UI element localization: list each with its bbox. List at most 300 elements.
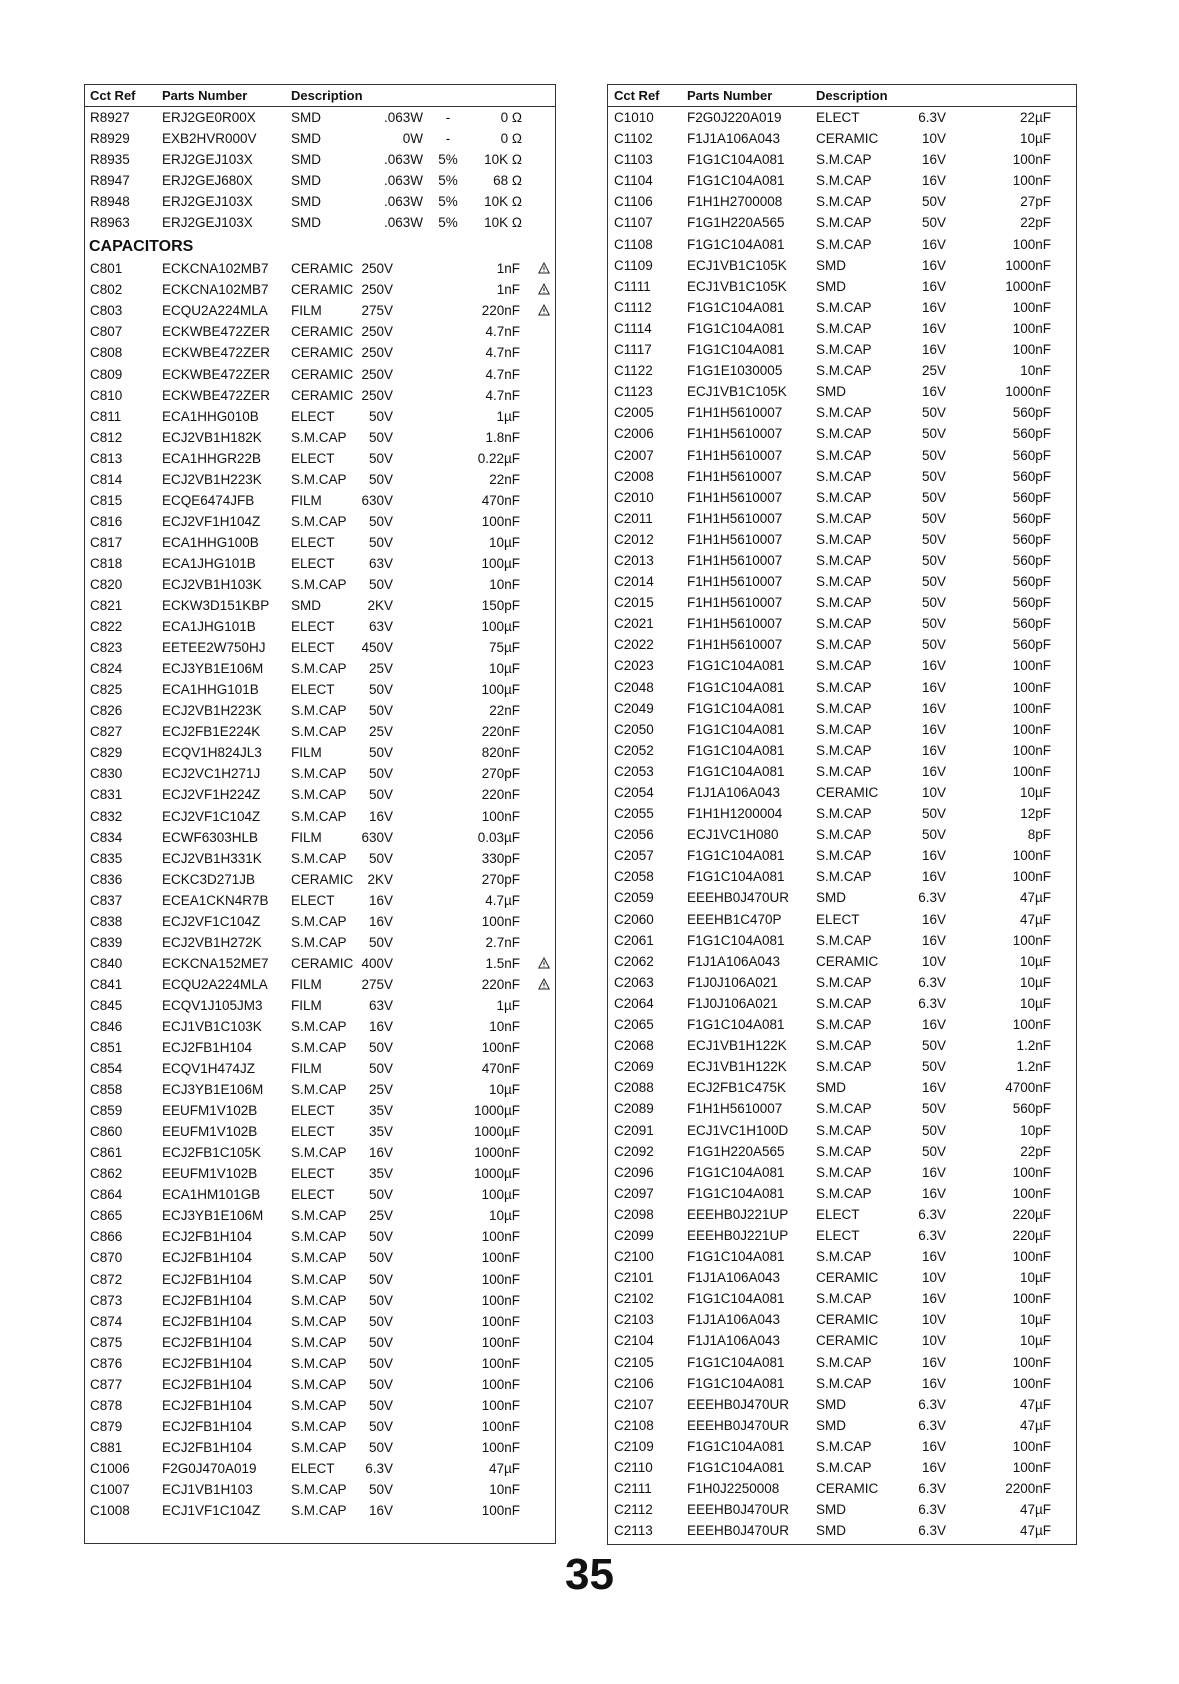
value: 100nF <box>1012 236 1051 252</box>
description: SMD <box>291 131 321 147</box>
safety-warning-icon <box>538 957 550 969</box>
parts-number: F1G1C104A081 <box>687 1291 785 1307</box>
value: 47µF <box>1019 1396 1051 1412</box>
table-row <box>85 1374 555 1395</box>
cct-ref: C2102 <box>614 1291 654 1307</box>
description: S.M.CAP <box>291 661 347 677</box>
table-row <box>608 1077 1076 1098</box>
description: CERAMIC <box>816 131 879 147</box>
value: 4.7nF <box>485 345 520 361</box>
rating: 16V <box>921 342 946 358</box>
value: 10µF <box>1019 974 1051 990</box>
parts-number: F1H1H5610007 <box>687 531 783 547</box>
description: S.M.CAP <box>291 934 347 950</box>
value: 560pF <box>1012 616 1051 632</box>
description: S.M.CAP <box>816 1375 872 1391</box>
description: ELECT <box>291 892 335 908</box>
parts-number: EETEE2W750HJ <box>162 640 266 656</box>
table-row <box>608 149 1076 170</box>
rating: 50V <box>921 574 946 590</box>
description: FILM <box>291 829 322 845</box>
value: 0.03µF <box>477 829 520 845</box>
table-row <box>85 469 555 490</box>
description: S.M.CAP <box>291 1439 347 1455</box>
rating: 50V <box>368 703 393 719</box>
parts-number: EEEHB0J470UR <box>687 890 790 906</box>
rating: 50V <box>368 1187 393 1203</box>
cct-ref: C840 <box>90 955 123 971</box>
table-row <box>608 803 1076 824</box>
value: 4.7nF <box>485 387 520 403</box>
parts-number: ECJ2VB1H272K <box>162 934 262 950</box>
description: S.M.CAP <box>816 637 872 653</box>
rating: 16V <box>368 1503 393 1519</box>
parts-number: EEEHB0J470UR <box>687 1417 790 1433</box>
description: ELECT <box>291 1103 335 1119</box>
table-row <box>608 1373 1076 1394</box>
description: ELECT <box>291 555 335 571</box>
cct-ref: C2100 <box>614 1249 654 1265</box>
table-row <box>608 887 1076 908</box>
cct-ref: C809 <box>90 366 123 382</box>
description: S.M.CAP <box>291 1397 347 1413</box>
table-row <box>608 529 1076 550</box>
safety-warning-icon <box>538 262 550 274</box>
table-row <box>608 951 1076 972</box>
cct-ref: C2023 <box>614 658 654 674</box>
table-row <box>608 1225 1076 1246</box>
rating: 16V <box>921 763 946 779</box>
description: S.M.CAP <box>291 703 347 719</box>
value: 1000nF <box>1005 384 1051 400</box>
parts-number: ECKCNA102MB7 <box>162 261 269 277</box>
cct-ref: C2099 <box>614 1227 654 1243</box>
table-row <box>85 321 555 342</box>
value: 100nF <box>481 808 520 824</box>
parts-number: ECJ2VF1H104Z <box>162 513 261 529</box>
rating: 400V <box>361 955 393 971</box>
tolerance: 5% <box>438 152 458 168</box>
value: 100nF <box>481 1229 520 1245</box>
value: 560pF <box>1012 637 1051 653</box>
parts-number: ECA1HHG101B <box>162 682 259 698</box>
cct-ref: C2109 <box>614 1438 654 1454</box>
rating: 250V <box>361 345 393 361</box>
description: S.M.CAP <box>291 1376 347 1392</box>
parts-number: F1G1H220A565 <box>687 215 785 231</box>
rating: 50V <box>368 787 393 803</box>
cct-ref: C2104 <box>614 1333 654 1349</box>
cct-ref: R8935 <box>90 152 130 168</box>
description: S.M.CAP <box>816 173 872 189</box>
cct-ref: C2097 <box>614 1185 654 1201</box>
parts-number: EEEHB0J470UR <box>687 1396 790 1412</box>
parts-number: ECJ1VB1H103 <box>162 1482 253 1497</box>
rating: 10V <box>921 1270 946 1286</box>
rating: 35V <box>368 1124 393 1140</box>
header-parts-number: Parts Number <box>687 88 773 103</box>
value: 220nF <box>481 303 520 319</box>
value: 0 Ω <box>500 110 522 125</box>
rating: 16V <box>368 892 393 908</box>
rating: 50V <box>921 552 946 568</box>
table-row <box>608 191 1076 212</box>
rating: 16V <box>921 320 946 336</box>
description: S.M.CAP <box>291 850 347 866</box>
cct-ref: C824 <box>90 661 123 677</box>
table-row <box>85 300 555 321</box>
table-row <box>85 574 555 595</box>
rating: 10V <box>921 131 946 147</box>
value: 560pF <box>1012 468 1051 484</box>
parts-number: EEUFM1V102B <box>162 1103 258 1119</box>
rating: 250V <box>361 282 393 298</box>
parts-number: F1G1C104A081 <box>687 721 785 737</box>
cct-ref: C845 <box>90 997 123 1013</box>
description: S.M.CAP <box>291 724 347 740</box>
description: S.M.CAP <box>816 1059 872 1075</box>
cct-ref: C826 <box>90 703 123 719</box>
description: S.M.CAP <box>816 1185 872 1201</box>
rating: 16V <box>921 658 946 674</box>
value: 470nF <box>481 1061 520 1077</box>
description: S.M.CAP <box>816 236 872 252</box>
table-row <box>608 1098 1076 1119</box>
parts-number: F1G1C104A081 <box>687 700 785 716</box>
parts-number: ECJ1VB1H122K <box>687 1038 787 1054</box>
parts-number: ECJ1VB1C103K <box>162 1018 262 1034</box>
cct-ref: C2015 <box>614 595 654 611</box>
description: SMD <box>291 215 321 231</box>
cct-ref: C2089 <box>614 1101 654 1117</box>
value: 220µF <box>1012 1227 1051 1243</box>
cct-ref: C820 <box>90 576 123 592</box>
safety-warning-icon <box>538 304 550 316</box>
rating: 16V <box>921 1185 946 1201</box>
value: 100nF <box>481 1439 520 1455</box>
cct-ref: C870 <box>90 1250 123 1266</box>
cct-ref: C838 <box>90 913 123 929</box>
rating: 50V <box>921 1038 946 1054</box>
parts-number: ECJ2FB1E224K <box>162 724 261 740</box>
cct-ref: C823 <box>90 640 123 656</box>
cct-ref: R8927 <box>90 110 130 125</box>
rating: 630V <box>361 829 393 845</box>
parts-number: ECJ2FB1H104 <box>162 1271 253 1287</box>
left-parts-table <box>84 84 556 1544</box>
value: 100nF <box>1012 658 1051 674</box>
right-parts-table <box>607 84 1077 1545</box>
cct-ref: R8929 <box>90 131 130 147</box>
rating: 6.3V <box>918 1502 946 1518</box>
table-row <box>608 487 1076 508</box>
parts-number: ECQV1J105JM3 <box>162 997 263 1013</box>
rating: 50V <box>921 510 946 526</box>
cct-ref: C2091 <box>614 1122 654 1138</box>
description: S.M.CAP <box>816 447 872 463</box>
table-row <box>85 1079 555 1100</box>
rating: 16V <box>921 742 946 758</box>
value: 1000nF <box>474 1145 520 1161</box>
cct-ref: C878 <box>90 1397 123 1413</box>
parts-number: F1G1C104A081 <box>687 1375 785 1391</box>
rating: 16V <box>921 1375 946 1391</box>
description: S.M.CAP <box>816 342 872 358</box>
cct-ref: C2088 <box>614 1080 654 1096</box>
table-row <box>85 742 555 763</box>
header-cct-ref: Cct Ref <box>614 88 660 103</box>
value: 100nF <box>1012 742 1051 758</box>
parts-number: F1G1C104A081 <box>687 1249 785 1265</box>
table-row <box>85 827 555 848</box>
value: 4.7nF <box>485 324 520 340</box>
value: 100nF <box>481 1292 520 1308</box>
table-row <box>608 782 1076 803</box>
value: 10µF <box>488 534 520 550</box>
description: S.M.CAP <box>291 766 347 782</box>
value: 47µF <box>1019 1417 1051 1433</box>
cct-ref: C1109 <box>614 257 653 273</box>
rating: 50V <box>368 1061 393 1077</box>
description: S.M.CAP <box>816 700 872 716</box>
rating: 50V <box>368 1418 393 1434</box>
cct-ref: C2010 <box>614 489 654 505</box>
description: ELECT <box>291 534 335 550</box>
safety-warning-icon <box>538 978 550 990</box>
value: 10nF <box>489 1482 520 1497</box>
rating: 50V <box>368 408 393 424</box>
rating: 50V <box>921 426 946 442</box>
value: 10µF <box>1019 1270 1051 1286</box>
tolerance: 5% <box>438 173 458 189</box>
table-row <box>85 995 555 1016</box>
cct-ref: C846 <box>90 1018 123 1034</box>
description: CERAMIC <box>291 955 354 971</box>
table-row <box>85 448 555 469</box>
value: 10nF <box>489 1018 520 1034</box>
rating: 50V <box>368 1229 393 1245</box>
value: 1000nF <box>1005 257 1051 273</box>
table-row <box>85 107 555 128</box>
parts-number: ECKCNA152ME7 <box>162 955 269 971</box>
parts-number: F1G1C104A081 <box>687 742 785 758</box>
table-row <box>608 677 1076 698</box>
table-row <box>85 406 555 427</box>
rating: 50V <box>921 1122 946 1138</box>
description: S.M.CAP <box>816 595 872 611</box>
description: CERAMIC <box>816 785 879 800</box>
parts-number: ECA1HHG010B <box>162 408 259 424</box>
value: 10µF <box>488 661 520 677</box>
table-row <box>85 427 555 448</box>
description: S.M.CAP <box>291 1208 347 1224</box>
description: S.M.CAP <box>816 827 872 843</box>
cct-ref: C1010 <box>614 110 654 125</box>
value: 1.8nF <box>485 429 520 445</box>
rating: 630V <box>361 492 393 508</box>
table-row <box>608 234 1076 255</box>
parts-number: F1H1H5610007 <box>687 574 783 590</box>
parts-number: F1G1C104A081 <box>687 763 785 779</box>
description: S.M.CAP <box>816 1460 872 1475</box>
table-row <box>85 1269 555 1290</box>
cct-ref: C802 <box>90 282 123 298</box>
value: 10K Ω <box>484 152 522 168</box>
value: 75µF <box>488 640 520 656</box>
table-row <box>85 848 555 869</box>
parts-number: ECQV1H474JZ <box>162 1061 256 1077</box>
value: 100nF <box>481 1503 520 1519</box>
parts-number: ECJ3YB1E106M <box>162 661 264 677</box>
rating: 6.3V <box>365 1460 393 1476</box>
rating: 16V <box>921 932 946 948</box>
parts-number: ECKCNA102MB7 <box>162 282 269 298</box>
description: S.M.CAP <box>816 215 872 231</box>
rating: 50V <box>368 766 393 782</box>
value: 100nF <box>1012 763 1051 779</box>
table-row <box>85 616 555 637</box>
description: ELECT <box>291 682 335 698</box>
parts-number: ECKWBE472ZER <box>162 324 271 340</box>
rating: 16V <box>921 384 946 400</box>
rating: 16V <box>921 173 946 189</box>
value: 100nF <box>481 1250 520 1266</box>
value: 100nF <box>1012 1164 1051 1180</box>
rating: 25V <box>368 1082 393 1098</box>
cct-ref: C2013 <box>614 552 654 568</box>
value: 47µF <box>1019 1523 1051 1539</box>
description: SMD <box>816 890 846 906</box>
parts-number: F1G1C104A081 <box>687 299 785 315</box>
tolerance: - <box>445 131 451 147</box>
cct-ref: C1006 <box>90 1460 130 1476</box>
cct-ref: C814 <box>90 471 123 487</box>
parts-number: F1J1A106A043 <box>687 1333 781 1349</box>
rating: 16V <box>921 1164 946 1180</box>
cct-ref: C2022 <box>614 637 654 653</box>
cct-ref: C1102 <box>614 131 653 147</box>
table-row <box>608 824 1076 845</box>
table-row <box>85 595 555 616</box>
table-row <box>608 1457 1076 1478</box>
rating: 16V <box>921 869 946 885</box>
tolerance: - <box>445 110 451 125</box>
parts-number: F1H1H5610007 <box>687 489 783 505</box>
description: S.M.CAP <box>291 471 347 487</box>
parts-number: ECEA1CKN4R7B <box>162 892 269 908</box>
description: SMD <box>816 1523 846 1539</box>
description: S.M.CAP <box>816 995 872 1011</box>
parts-number: F1H1H5610007 <box>687 1101 783 1117</box>
table-row <box>85 679 555 700</box>
description: S.M.CAP <box>816 320 872 336</box>
rating: 50V <box>921 1143 946 1159</box>
value: 10µF <box>488 1208 520 1224</box>
table-row <box>85 784 555 805</box>
value: 150pF <box>481 598 520 614</box>
parts-number: F1G1H220A565 <box>687 1143 785 1159</box>
cct-ref: C2012 <box>614 531 654 547</box>
value: 10µF <box>1019 953 1051 969</box>
rating: 10V <box>921 1312 946 1328</box>
table-row <box>85 1121 555 1142</box>
value: 1000µF <box>473 1103 520 1119</box>
description: S.M.CAP <box>291 1082 347 1098</box>
table-row <box>85 1437 555 1458</box>
table-row <box>608 107 1076 128</box>
safety-warning-icon <box>538 283 550 295</box>
rating: 50V <box>921 468 946 484</box>
value: 100nF <box>1012 1438 1051 1454</box>
cct-ref: C1104 <box>614 173 653 189</box>
table-row <box>85 342 555 363</box>
rating: 16V <box>921 1460 946 1475</box>
parts-number: ECJ2VB1H223K <box>162 471 262 487</box>
rating: 50V <box>921 1059 946 1075</box>
description: S.M.CAP <box>816 299 872 315</box>
value: 10K Ω <box>484 215 522 231</box>
description: S.M.CAP <box>816 1291 872 1307</box>
value: 22pF <box>1020 215 1051 231</box>
value: 8pF <box>1027 827 1051 843</box>
rating: 0W <box>402 131 423 147</box>
parts-number: F1H0J2250008 <box>687 1481 780 1497</box>
description: S.M.CAP <box>816 658 872 674</box>
header-description: Description <box>816 88 888 103</box>
description: S.M.CAP <box>816 1017 872 1033</box>
value: 220nF <box>481 976 520 992</box>
parts-number: ECJ2VF1C104Z <box>162 913 261 929</box>
value: 270pF <box>481 766 520 782</box>
cct-ref: C1103 <box>614 152 653 168</box>
parts-number: ECKW3D151KBP <box>162 598 270 614</box>
cct-ref: C1107 <box>614 215 653 231</box>
table-row <box>608 1056 1076 1077</box>
description: S.M.CAP <box>816 848 872 864</box>
rating: 16V <box>921 278 946 294</box>
description: S.M.CAP <box>291 1418 347 1434</box>
table-row <box>608 698 1076 719</box>
parts-number: F1H1H5610007 <box>687 637 783 653</box>
parts-number: F1H1H2700008 <box>687 194 783 210</box>
table-row <box>85 953 555 974</box>
description: S.M.CAP <box>291 1271 347 1287</box>
value: 820nF <box>481 745 520 761</box>
table-row <box>608 761 1076 782</box>
table-row <box>85 721 555 742</box>
table-row <box>608 1352 1076 1373</box>
cct-ref: C801 <box>90 261 123 277</box>
cct-ref: C839 <box>90 934 123 950</box>
value: 100nF <box>1012 1460 1051 1475</box>
cct-ref: C2014 <box>614 574 654 590</box>
parts-number: ECJ2FB1H104 <box>162 1355 253 1371</box>
value: 12pF <box>1020 806 1051 822</box>
rating: 50V <box>368 534 393 550</box>
description: S.M.CAP <box>816 1249 872 1265</box>
table-row <box>608 592 1076 613</box>
parts-number: F1J1A106A043 <box>687 785 781 800</box>
rating: 250V <box>361 261 393 277</box>
value: 560pF <box>1012 510 1051 526</box>
description: S.M.CAP <box>816 574 872 590</box>
value: 100nF <box>1012 173 1051 189</box>
description: S.M.CAP <box>291 808 347 824</box>
value: 100µF <box>481 1187 520 1203</box>
cct-ref: C866 <box>90 1229 123 1245</box>
description: S.M.CAP <box>291 1355 347 1371</box>
rating: 50V <box>368 1397 393 1413</box>
